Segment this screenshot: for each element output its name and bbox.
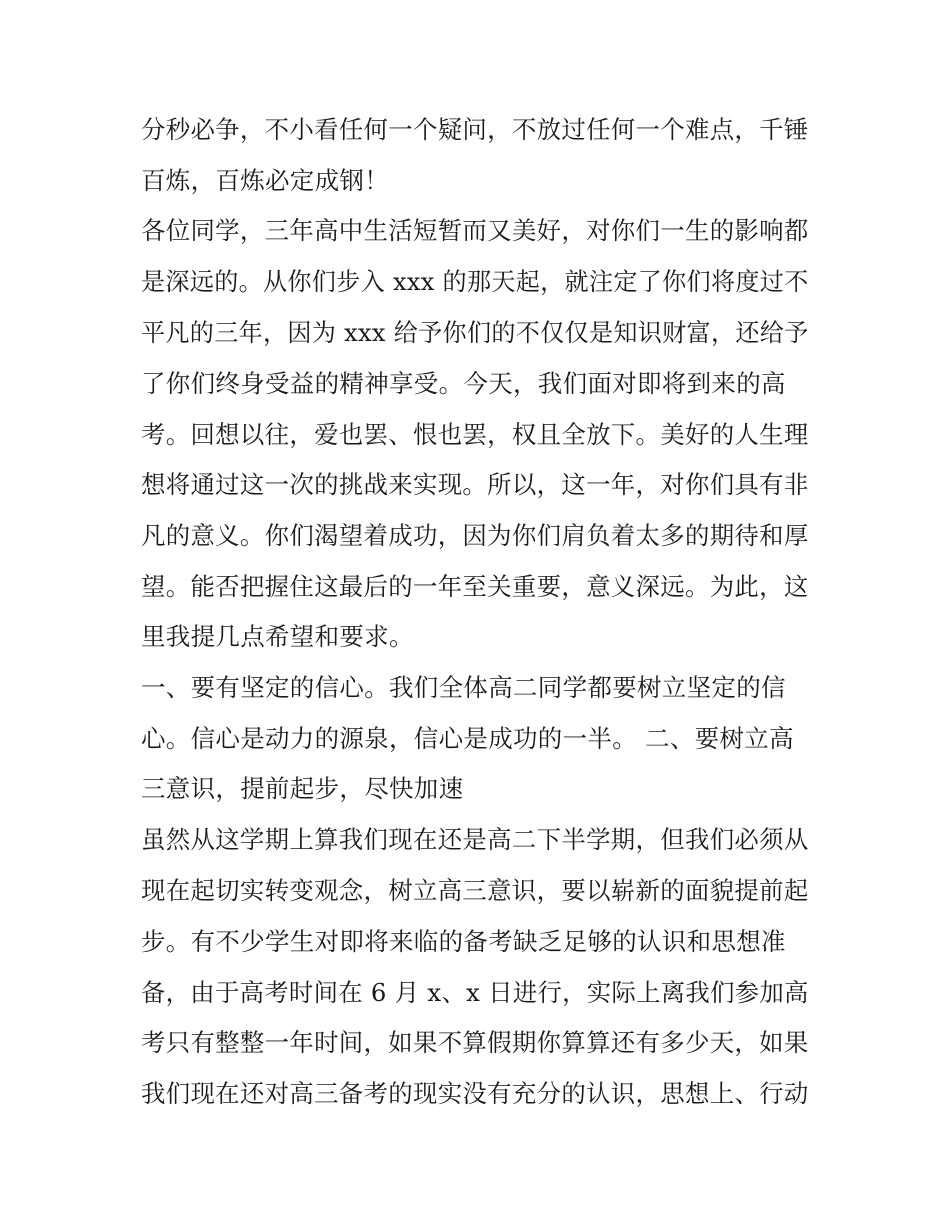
text-line: 三意识，提前起步，尽快加速	[141, 774, 464, 803]
text-line: 虽然从这学期上算我们现在还是高二下半学期，但我们必须从	[141, 825, 809, 854]
text-line: 各位同学，三年高中生活短暂而又美好，对你们一生的影响都	[141, 216, 809, 245]
text-line: 平凡的三年，因为 xxx 给予你们的不仅仅是知识财富，还给予	[141, 318, 809, 347]
text-line: 百炼，百炼必定成钢！	[141, 166, 389, 195]
text-line: 考只有整整一年时间，如果不算假期你算算还有多少天，如果	[141, 1028, 809, 1057]
text-line: 想将通过这一次的挑战来实现。所以，这一年，对你们具有非	[141, 470, 809, 499]
text-line: 了你们终身受益的精神享受。今天，我们面对即将到来的高	[141, 369, 786, 398]
text-line: 一、要有坚定的信心。我们全体高二同学都要树立坚定的信	[141, 673, 786, 702]
text-line: 望。能否把握住这最后的一年至关重要，意义深远。为此，这	[141, 572, 809, 601]
text-line: 心。信心是动力的源泉，信心是成功的一半。 二、要树立高	[141, 724, 794, 753]
text-line: 分秒必争，不小看任何一个疑问，不放过任何一个难点，千锤	[141, 115, 809, 144]
text-line: 考。回想以往，爱也罢、恨也罢，权且全放下。美好的人生理	[141, 420, 809, 449]
text-line: 步。有不少学生对即将来临的备考缺乏足够的认识和思想准	[141, 927, 786, 956]
text-line: 是深远的。从你们步入 xxx 的那天起，就注定了你们将度过不	[141, 267, 809, 296]
text-line: 里我提几点希望和要求。	[141, 622, 414, 651]
text-line: 凡的意义。你们渴望着成功，因为你们肩负着太多的期待和厚	[141, 521, 809, 550]
text-line: 备，由于高考时间在 6 月 x、x 日进行，实际上离我们参加高	[141, 978, 809, 1007]
text-line: 我们现在还对高三备考的现实没有充分的认识，思想上、行动	[141, 1079, 809, 1108]
text-line: 现在起切实转变观念，树立高三意识，要以崭新的面貌提前起	[141, 876, 809, 905]
